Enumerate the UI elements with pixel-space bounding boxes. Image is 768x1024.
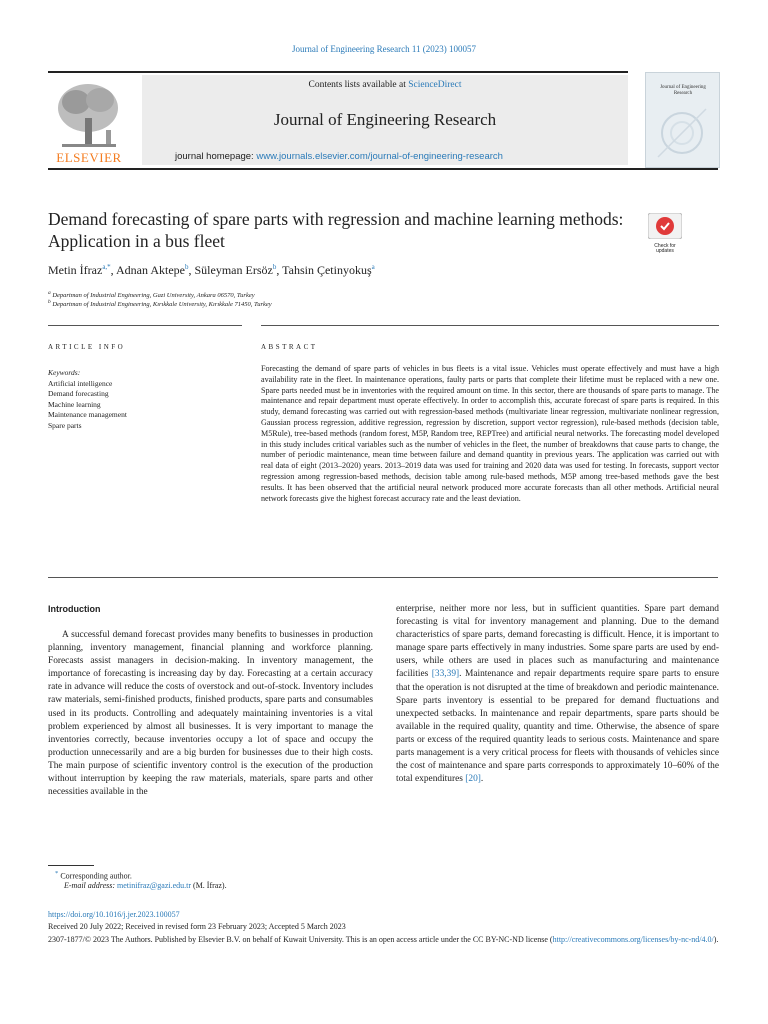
right-column-text-3: . [480, 774, 484, 785]
author-3-affil-mark[interactable]: b [272, 263, 277, 271]
keyword-item: Spare parts [48, 420, 82, 430]
author-list: Metin İfraz$^{a,*}$, Adnan Aktepe$^b$, Süleyman Ersöz$^b$, Tahsin Çetinyokuş$^a$ [48, 263, 375, 277]
keywords-label: Keywords: [48, 368, 81, 377]
affiliation-b [48, 299, 272, 308]
copyright-notice [48, 934, 724, 946]
contents-prefix: Contents lists available at [308, 80, 409, 90]
email-label: E-mail address: [64, 881, 118, 890]
homepage-link[interactable]: www.journals.elsevier.com/journal-of-engineering-research [256, 151, 503, 162]
keyword-item: Demand forecasting [48, 389, 109, 399]
copyright-end: ). [713, 935, 719, 944]
intro-left-column: A successful demand forecast provides many benefits to businesses in production planning, inventory management, financial planning and workforce planning. Forecasts assist managers in decision-making. In inventory management, the importance of forecasting is increasing day by day. Forecasting at a certain accuracy rate in advance will reduce the costs of overstock and out-of-stock. Inventory includes raw materials, semi-finished products, finished products, spare parts and consumables used in its products. Controlling and adequately maintaining inventories is a vital problem experienced by almost all businesses. It is very important to manage the inventories correctly, because inventories occupy a lot of space and occupy the production unnecessarily and are a big burden for businesses due to their high costs. The main purpose of scientific inventory control is the execution of the production without interruption by keeping the raw materials, materials, spare parts and other necessities available in the [48, 630, 373, 798]
citation-link[interactable]: [33,39] [431, 669, 460, 680]
affiliation-b-mark: b [48, 299, 51, 305]
article-info-heading: ARTICLE INFO [48, 343, 126, 351]
email-link[interactable]: metinifraz@gazi.edu.tr [117, 881, 192, 890]
paper-title: Demand forecasting of spare parts with regression and machine learning methods: Application in a bus fleet [48, 209, 624, 251]
affiliation-b-text: Departman of Industrial Engineering, Kırıkkale University, Kırıkkale 71450, Turkey [52, 301, 272, 309]
keyword-item: Machine learning [48, 399, 101, 409]
header-rule [48, 71, 628, 73]
email-suffix: (M. İfraz). [191, 881, 227, 890]
author-1: Metin İfraz [48, 263, 103, 277]
abstract-heading: ABSTRACT [261, 343, 318, 351]
received-dates: Received 20 July 2022; Received in revised form 23 February 2023; Accepted 5 March 2023 [48, 922, 346, 931]
email-note [64, 881, 227, 890]
author-2: Adnan Aktepe [116, 263, 185, 277]
citation-link[interactable]: [20] [465, 774, 481, 785]
corresponding-author-note [55, 870, 132, 881]
sciencedirect-link[interactable]: ScienceDirect [408, 80, 462, 90]
journal-reference[interactable]: Journal of Engineering Research 11 (2023) 100057 [291, 44, 477, 54]
right-column-text-2: . Maintenance and repair departments require spare parts to ensure that the operation is not disrupted at the time of breakdown and periodic maintenance. Spare parts inventory is essential to be prepared for demand fluctuations and unexpected setbacks. In maintenance and repair departments, spare parts should be available in the required quality, quantity and time. Otherwise, the absence of spare parts or excess of the required quantity leads to serious costs. Maintenance and spare parts management is a very critical process for fleets with thousands of vehicles since the cost of maintenance and spare parts corresponds to approximately 10–60% of the total expenditures [396, 669, 720, 785]
check-updates-icon [648, 213, 682, 239]
cover-title: Journal of Engineering Research [660, 85, 706, 96]
header-rule-bottom [48, 168, 718, 170]
abstract-body: Forecasting the demand of spare parts of vehicles in bus fleets is a vital issue. Vehicles must operate effectively and must have a high availability rate in the fleet. In maintenance operations, faulty parts or parts that complete their lifetime must be replaced with a new one. Spare parts needed must be in inventories with the required amount on time. In this sector, there are thousands of spare parts to manage. The maintenance and repair department must operate effectively. In order to accomplish this, accurate forecast of spare parts is required. In this study, demand forecasting was carried out with regression-based methods (multivariate linear regression, multivariate nonlinear regression, Gaussian process regression, additive regression, regression by discretion, support vector regression), rule-based methods (decision table, M5Rule), tree-based methods (random forest, M5P, Random tree, REPTree) and artificial neural networks. The forecasting model developed in this study includes critical variables such as the number of vehicles in the fleet, the number of breakdowns that cause parts to change, the number of periodic maintenance, mean time between failure and demand quantity in previous years. The application was carried out with real data of eight (2013–2020) years. 2013–2019 data was used for training and 2020 data was used for testing. In forecasts, support vector regression among regression-based methods, decision table among rule-based methods, M5P among tree-based methods gave the best results. It has been observed that the artificial neural network produced more accurate forecasts than all other methods. Artificial neural network forecasts give the highest forecast accuracy rate and the least deviation. [261, 364, 719, 503]
contents-availability [142, 80, 628, 90]
cover-pattern [656, 107, 708, 159]
right-column-text-1: enterprise, neither more nor less, but in sufficient quantities. Spare part demand forecasting is vital for inventory management and planning. Due to the demand characteristics of spare parts, demand forecasting is difficult. Hence, it is important to manage spare parts effectively in many industries. Some spare parts are used by end-users, while others are used in places such as manufacturing and maintenance facilities [396, 604, 719, 680]
affiliation-a [48, 290, 255, 299]
abstract-rule [261, 325, 719, 326]
article-info-rule [48, 325, 242, 326]
footnote-rule [48, 865, 94, 866]
check-for-updates-badge[interactable] [648, 213, 682, 254]
journal-cover-thumbnail[interactable] [645, 72, 720, 168]
doi-link[interactable]: https://doi.org/10.1016/j.jer.2023.100057 [48, 910, 180, 919]
keyword-item: Artificial intelligence [48, 378, 113, 388]
affiliation-a-mark: a [48, 290, 51, 296]
author-4: Tahsin Çetinyokuş [282, 263, 372, 277]
intro-right-column [396, 603, 719, 786]
journal-title: Journal of Engineering Research [273, 110, 497, 129]
copyright-text: 2307-1877/© 2023 The Authors. Published by Elsevier B.V. on behalf of Kuwait University. This is an open access article under the CC BY-NC-ND license ( [48, 935, 553, 944]
homepage-prefix: journal homepage: [175, 151, 257, 162]
author-3: Süleyman Ersöz [194, 263, 273, 277]
license-link[interactable]: http://creativecommons.org/licenses/by-nc-nd/4.0/ [552, 935, 714, 944]
introduction-heading: Introduction [48, 604, 101, 614]
author-2-affil-mark[interactable]: b [185, 263, 189, 271]
keyword-item: Maintenance management [48, 410, 127, 420]
abstract-bottom-rule [48, 577, 718, 578]
keywords-block [48, 368, 242, 432]
affiliation-a-text: Departman of Industrial Engineering, Gazi University, Ankara 06570, Turkey [52, 292, 255, 300]
author-4-affil-mark[interactable]: a [371, 263, 375, 271]
journal-homepage [175, 151, 625, 162]
author-1-affil-mark[interactable]: a,* [102, 263, 111, 271]
elsevier-wordmark: ELSEVIER [56, 150, 122, 165]
corr-text: Corresponding author. [58, 871, 132, 881]
check-updates-label: Check for updates [654, 243, 676, 254]
corr-mark[interactable]: * [55, 870, 59, 877]
